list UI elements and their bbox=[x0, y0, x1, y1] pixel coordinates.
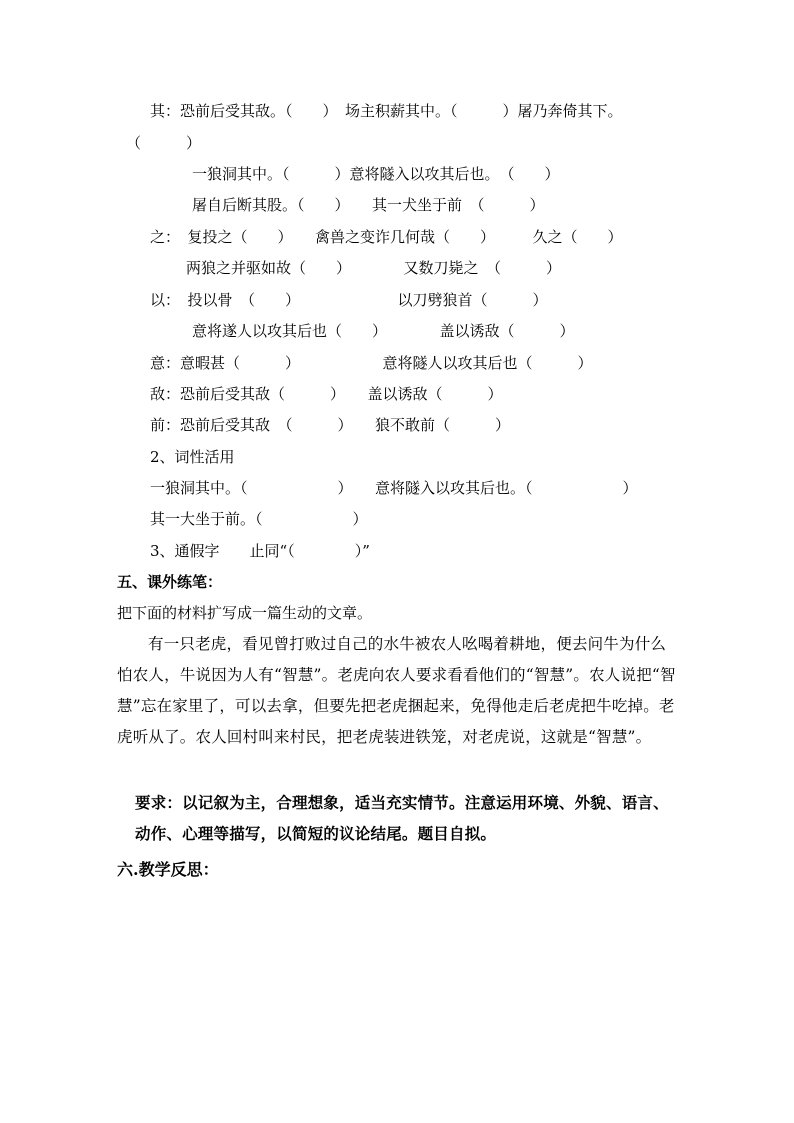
zhi-line-1: 之： 复投之（ ） 禽兽之变诈几何哉（ ） 久之（ ） bbox=[150, 228, 623, 246]
yi-line-1: 以： 投以骨 （ ） 以刀劈狼首（ ） bbox=[150, 291, 548, 309]
qi-line-1: 其：恐前后受其敌。（ ） 场主积薪其中。（ ）屠乃奔倚其下。 bbox=[150, 102, 623, 120]
qian-line: 前：恐前后受其敌 （ ） 狼不敢前（ ） bbox=[150, 416, 511, 434]
cixing-line-1: 一狼洞其中。（ ） 意将隧入以攻其后也。（ ） bbox=[150, 479, 638, 497]
cixing-line-2: 其一大坐于前。（ ） bbox=[150, 510, 368, 528]
section-5-story: 有一只老虎，看见曾打败过自己的水牛被农人吆喝着耕地，便去问牛为什么怕农人，牛说因为人有“智慧”。老虎向农人要求看看他们的“智慧”。农人说把“智慧”忘在家里了，可以去拿，但要先把老虎捆起来，免得他走后老虎把牛吃掉。老虎听从了。农人回村叫来村民，把老虎装进铁笼，对老虎说，这就是“智慧”。 bbox=[117, 635, 676, 746]
qi-line-3: 屠自后断其股。（ ） 其一犬坐于前 （ ） bbox=[192, 196, 545, 214]
di-line: 敌：恐前后受其敌（ ） 盖以诱敌（ ） bbox=[150, 385, 503, 403]
section-6-heading: 六.教学反思： bbox=[117, 860, 219, 879]
section-5-requirement: 要求：以记叙为主，合理想象，适当充实情节。注意运用环境、外貌、语言、动作、心理等描写，以简短的议论结尾。题目自拟。 bbox=[135, 793, 669, 843]
qi-line-2: 一狼洞其中。（ ）意将隧入以攻其后也。 （ ） bbox=[192, 165, 560, 183]
section-5-heading: 五、课外练笔： bbox=[117, 573, 223, 591]
yi-line-2: 意将遂人以攻其后也（ ） 盖以诱敌（ ） bbox=[192, 322, 575, 340]
tongjia-line: 3、通假字 止同“（ ）” bbox=[150, 542, 370, 560]
yi-meaning-line: 意：意暇甚（ ） 意将隧人以攻其后也（ ） bbox=[150, 354, 593, 372]
qi-line-1-continued: （ ） bbox=[126, 134, 202, 152]
section-5-instruction: 把下面的材料扩写成一篇生动的文章。 bbox=[117, 604, 373, 622]
cixing-heading: 2、词性活用 bbox=[150, 448, 235, 466]
zhi-line-2: 两狼之并驱如故（ ） 又数刀毙之 （ ） bbox=[186, 259, 562, 277]
